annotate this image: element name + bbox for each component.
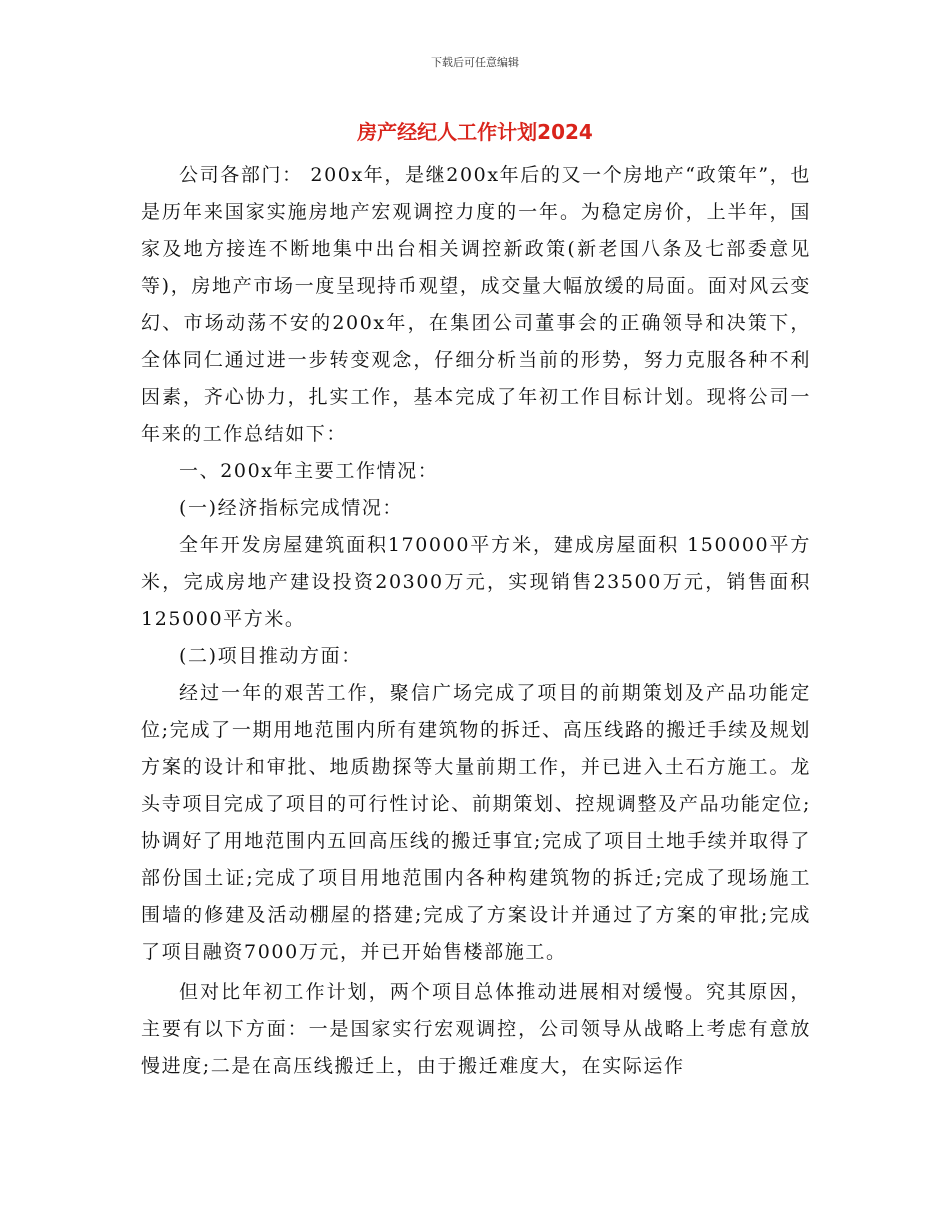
- heading-subsection-1: (一)经济指标完成情况：: [179, 497, 404, 519]
- document-body: [141, 157, 811, 1085]
- paragraph-analysis: 但对比年初工作计划，两个项目总体推动进展相对缓慢。究其原因，主要有以下方面：一是国家实行宏观调控，公司领导从战略上考虑有意放慢进度;二是在高压线搬迁上，由于搬迁难度大，在实际运作: [141, 981, 811, 1077]
- heading-section-1: 一、200x年主要工作情况：: [179, 460, 439, 482]
- paragraph-project-progress: 经过一年的艰苦工作，聚信广场完成了项目的前期策划及产品功能定位;完成了一期用地范围内所有建筑物的拆迁、高压线路的搬迁手续及规划方案的设计和审批、地质勘探等大量前期工作，并已进入土石方施工。龙头寺项目完成了项目的可行性讨论、前期策划、控规调整及产品功能定位;协调好了用地范围内五回高压线的搬迁事宜;完成了项目土地手续并取得了部份国土证;完成了项目用地范围内各种构建筑物的拆迁;完成了现场施工围墙的修建及活动棚屋的搭建;完成了方案设计并通过了方案的审批;完成了项目融资7000万元，并已开始售楼部施工。: [141, 682, 811, 963]
- paragraph-intro: 公司各部门： 200x年，是继200x年后的又一个房地产“政策年”，也是历年来国家实施房地产宏观调控力度的一年。为稳定房价，上半年，国家及地方接连不断地集中出台相关调控新政策(新老国八条及七部委意见等)，房地产市场一度呈现持币观望，成交量大幅放缓的局面。面对风云变幻、市场动荡不安的200x年，在集团公司董事会的正确领导和决策下，全体同仁通过进一步转变观念，仔细分析当前的形势，努力克服各种不利因素，齐心协力，扎实工作，基本完成了年初工作目标计划。现将公司一年来的工作总结如下：: [141, 164, 811, 445]
- paragraph-economic-indicators: 全年开发房屋建筑面积170000平方米，建成房屋面积 150000平方米，完成房地产建设投资20300万元，实现销售23500万元，销售面积125000平方米。: [141, 534, 811, 630]
- document-title: 房产经纪人工作计划2024: [357, 120, 593, 144]
- header-note: 下载后可任意编辑: [431, 56, 519, 69]
- heading-subsection-2: (二)项目推动方面：: [179, 645, 362, 667]
